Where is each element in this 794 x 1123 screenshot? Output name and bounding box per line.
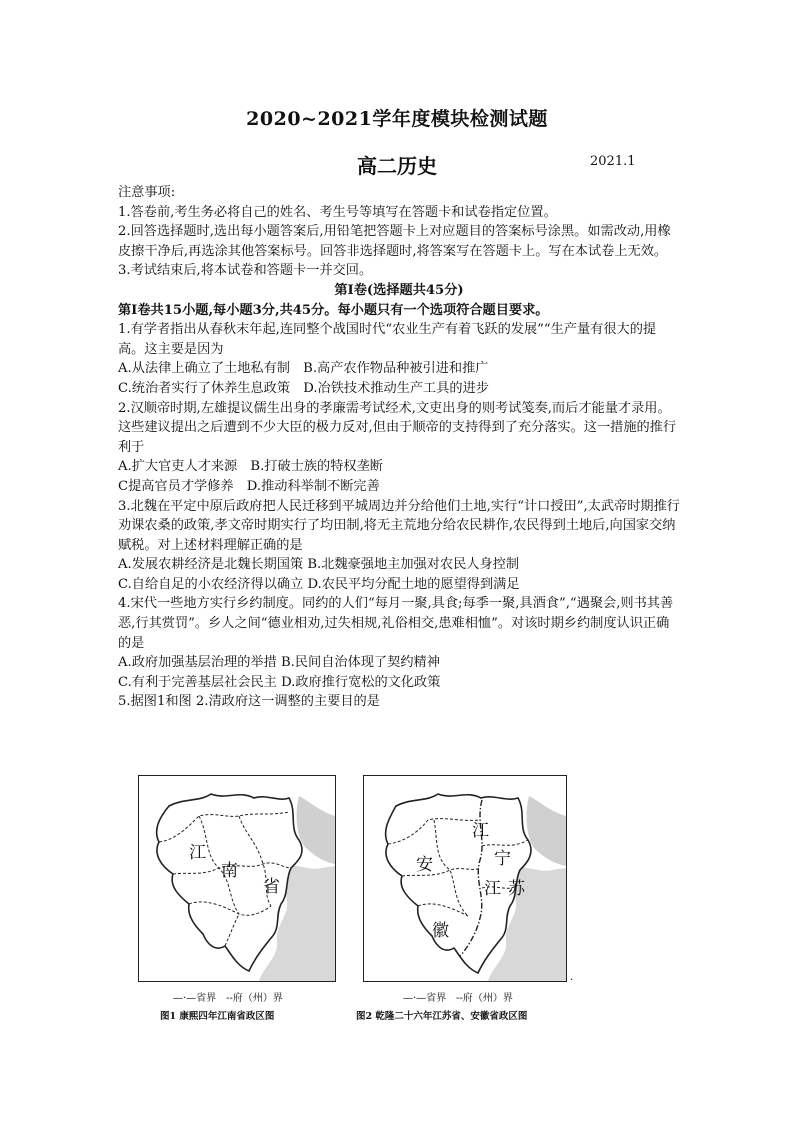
section-heading: 第Ⅰ卷(选择题共45分) — [334, 282, 464, 298]
exam-body — [118, 183, 680, 712]
notice-item: 1.答卷前,考生务必将自己的姓名、考生号等填写在答题卡和试卷指定位置。 — [118, 204, 557, 220]
map-1-label: 省 — [263, 877, 280, 897]
map-2-label: 宁 — [494, 849, 511, 869]
exam-date: 2021.1 — [590, 154, 636, 169]
exam-subject: 高二历史 — [357, 154, 437, 178]
question-option: C.统治者实行了休养生息政策 D.冶铁技术推动生产工具的进步 — [118, 380, 489, 396]
figure-maps — [118, 775, 688, 1025]
map-1-legend: —·—省界 --府（州）界 — [173, 993, 283, 1004]
map-2-caption: 图2 乾隆二十六年江苏省、安徽省政区图 — [356, 1011, 528, 1022]
map-1-label: 南 — [221, 861, 238, 881]
question-stem: 1.有学者指出从春秋末年起,连同整个战国时代“农业生产有着飞跃的发展”“生产量有很大的提高。这主要是因为 — [118, 322, 657, 357]
exam-title: 2020~2021学年度模块检测试题 — [246, 108, 548, 130]
map-2-label: 江 — [484, 879, 501, 899]
map-2-label: 苏 — [508, 879, 525, 899]
question-option: C.自给自足的小农经济得以确立 D.农民平均分配土地的愿望得到满足 — [118, 576, 520, 592]
section-instruction: 第Ⅰ卷共15小题,每小题3分,共45分。每小题只有一个选项符合题目要求。 — [118, 302, 549, 318]
question-stem: 3.北魏在平定中原后政府把人民迁移到平城周边并分给他们土地,实行“计口授田”,太武帝时期推行劝课农桑的政策,孝文帝时期实行了均田制,将无主荒地分给农民耕作,农民得到土地后,向国家交纳赋税。对上述材料理解正确的是 — [118, 498, 680, 553]
question-stem: 4.宋代一些地方实行乡约制度。同约的人们“每月一聚,具食;每季一聚,具酒食”,“遇聚会,则书其善恶,行其赏罚”。乡人之间“德业相劝,过失相规,礼俗相交,患难相恤”。对该时期乡约制度认识正确的是 — [118, 596, 674, 651]
map-2-label: 江 — [472, 821, 489, 841]
notice-heading: 注意事项: — [118, 185, 176, 200]
question-stem: 2.汉顺帝时期,左雄提议儒生出身的孝廉需考试经术,文吏出身的则考试笺奏,而后才能量才录用。这些建议提出之后遭到不少大臣的极力反对,但由于顺帝的支持得到了充分落实。这一措施的推行利于 — [118, 400, 677, 455]
map-2-legend: —·—省界 --府（州）界 — [403, 993, 513, 1004]
map-1-drawing — [139, 776, 335, 981]
question-option: A.从法律上确立了土地私有制 B.高产农作物品种被引进和推广 — [118, 361, 489, 377]
question-option: A.发展农耕经济是北魏长期国策 B.北魏豪强地主加强对农民人身控制 — [118, 557, 520, 573]
question-option: A.政府加强基层治理的举措 B.民间自治体现了契约精神 — [118, 655, 440, 671]
question-option: C.有利于完善基层社会民主 D.政府推行宽松的文化政策 — [118, 674, 441, 690]
stray-mark: · — [570, 975, 574, 986]
map-figure-1 — [138, 775, 336, 982]
question-option: A.扩大官吏人才来源 B.打破士族的特权垄断 — [118, 459, 383, 475]
map-1-caption: 图1 康熙四年江南省政区图 — [160, 1011, 275, 1022]
question-option: C提高官员才学修养 D.推动科举制不断完善 — [118, 478, 380, 494]
notice-item: 2.回答选择题时,选出每小题答案后,用铅笔把答题卡上对应题目的答案标号涂黑。如需改动,用橡皮擦干净后,再选涂其他答案标号。回答非选择题时,将答案写在答题卡上。写在本试卷上无效。 — [118, 224, 671, 259]
notice-item: 3.考试结束后,将本试卷和答题卡一并交回。 — [118, 263, 373, 279]
map-2-drawing — [364, 776, 566, 981]
map-figure-2 — [363, 775, 567, 982]
map-1-label: 江 — [189, 843, 206, 863]
map-2-label: 徽 — [432, 921, 449, 941]
map-2-label: 安 — [416, 855, 433, 875]
question-stem: 5.据图1和图 2.清政府这一调整的主要目的是 — [118, 694, 380, 710]
